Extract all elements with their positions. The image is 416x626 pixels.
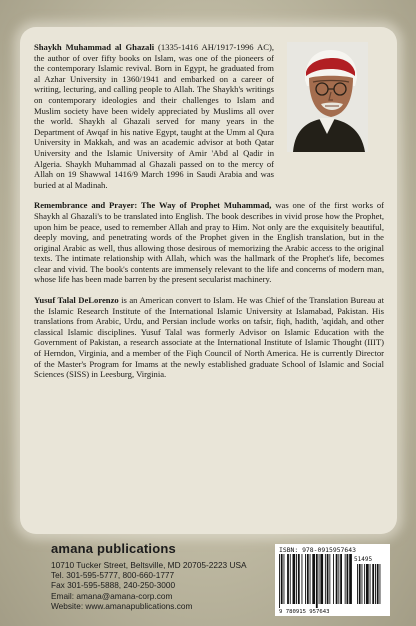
barcode-digits: 9 780915 957643	[279, 609, 330, 615]
barcode-bars-icon	[279, 554, 386, 610]
publisher-website: Website: www.amanapublications.com	[51, 600, 193, 611]
author-bio-paragraph	[34, 42, 274, 190]
publisher-email: Email: amana@amana-corp.com	[51, 590, 173, 601]
publisher-address: 10710 Tucker Street, Beltsville, MD 20705-2223 USA	[51, 560, 247, 570]
translator-bio-text: is an American convert to Islam. He was Chief of the Translation Bureau at the Islamic Research Institute of the International Islamic University at Islamabad, Pakistan. His translations from Arabic, Urdu, and Persian include works on tafsir, fiqh, hadith, 'aqidah, and other classical Islamic disciplines. Yusuf Talal was formerly Advisor on Islamic Education with the Government of Pakistan, a research associate at the International Institute of Islamic Thought (IIIT) of Herndon, Virginia, and a member of the Fiqh Council of North America. He is currently Director of the Master's Program for Imams at the newly established graduate School of Islamic and Social Sciences (SISS) in Leesburg, Virginia.	[34, 295, 384, 380]
isbn-number: ISBN: 978-0915957643	[279, 546, 356, 554]
translator-name: Yusuf Talal DeLorenzo	[34, 295, 119, 306]
author-name: Shaykh Muhammad al Ghazali	[34, 42, 155, 52]
translator-bio-paragraph	[34, 295, 384, 380]
publisher-tel: Tel. 301-595-5777, 800-660-1777	[51, 570, 175, 581]
author-bio-text: (1335-1416 AH/1917-1996 AC), the author of over fifty books on Islam, was one of the pioneers of the contemporary Islamic revival. Born in Egypt, he graduated from al Azhar University in 1360/1941 and embarked on a career of writing, lecturing, and calling people to Allah. The Shaykh's writings on contemporary ideologies and their challenges to Islam and Muslim society have been widely appreciated by Muslims all over the world. Shaykh al Ghazali served for many years in the Department of Awqaf in his native Egypt, taught at the Umm al Qura University in Makkah, and was an academic advisor at both Qatar University and the Islamic University of Amir 'Abd al Qadir in Algeria. Shaykh Muhammad al Ghazali passed on to the mercy of Allah on 19 Shawwal 1416/9 March 1996 in Saudi Arabia and was buried at al Madinah.	[34, 42, 274, 190]
book-title: Remembrance and Prayer: The Way of Prophet Muhammad,	[34, 200, 272, 211]
publisher-fax: Fax 301-595-5888, 240-250-3000	[51, 580, 176, 591]
body-text	[34, 42, 384, 390]
price-code: 51495	[354, 556, 373, 563]
book-description-paragraph	[34, 200, 384, 285]
isbn-barcode	[275, 544, 390, 616]
book-description-text: was one of the first works of Shaykh al Ghazali's to be translated into English. The book describes in vivid prose how the Prophet, upon him be peace, used to remember Allah and pray to Him. Not only are the exquisitely beautiful, deeply moving, and penetrating words of the Prophet given in the English translation, but in the original Arabic as well, thus allowing those desirous of memorizing the Arabic access to the original texts. The intimate relationship with Allah, which was the hallmark of the Prophet's life, becomes clear and vivid. The book's contents are immensely relevant to the life and concerns of modern man, whose life has been made barren by the present secularist machinery.	[34, 200, 384, 285]
publisher-block	[51, 541, 247, 611]
publisher-name: amana publications	[51, 541, 176, 556]
